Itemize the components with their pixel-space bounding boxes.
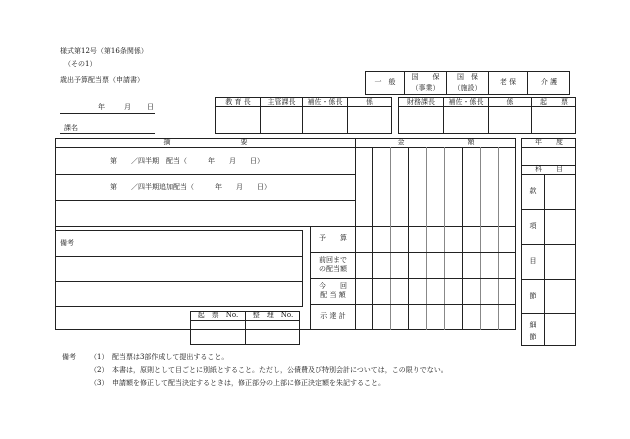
kan-label: 款 <box>529 187 537 195</box>
approval-assistant-left: 補佐・係長 <box>307 98 343 106</box>
arrange-number-label: 整 理 No. <box>252 311 294 319</box>
approval-staff-right: 係 <box>506 98 514 106</box>
total-notification-label: 示 達 計 <box>320 312 346 320</box>
saisetsu-label: 細 節 <box>529 321 537 341</box>
account-nhi-facility[interactable]: 国 保 <box>457 73 478 81</box>
voucher-number-label: 起 票 No. <box>197 311 239 319</box>
form-part: （その1） <box>64 60 97 68</box>
approval-drafter: 起 票 <box>540 98 568 106</box>
date-month: 月 <box>124 103 131 111</box>
form-title: 歳出予算配当票（申請書） <box>60 76 144 84</box>
remarks-label: 備考 <box>60 239 74 247</box>
account-nhi-business-sub: （事業） <box>411 84 440 92</box>
approval-assistant-right: 補佐・係長 <box>448 98 484 106</box>
notes-prefix: 備考 <box>62 353 76 361</box>
account-nhi-business[interactable]: 国 保 <box>411 73 440 81</box>
previous-allocation-label: 前回まで の配当額 <box>319 256 347 273</box>
approval-finance-manager: 財務課長 <box>407 98 435 106</box>
approval-staff-left: 係 <box>366 98 373 106</box>
fiscal-year-label: 年 度 <box>535 138 563 146</box>
form-number: 様式第12号（第16条関係） <box>60 47 148 55</box>
budget-label: 予 算 <box>319 234 347 242</box>
approval-chief-manager: 主管課長 <box>267 98 296 106</box>
note-3: （3） 申請額を修正して配当決定するときは，修正部分の上部に修正決定額を朱記すること。 <box>90 379 385 387</box>
date-day: 日 <box>147 103 154 111</box>
current-allocation-label: 今 回 配 当 額 <box>319 282 347 299</box>
setsu-label: 節 <box>529 292 537 300</box>
note-1: （1） 配当票は3部作成して提出すること。 <box>90 353 229 361</box>
subject-label: 科 目 <box>535 165 563 173</box>
section-label: 課名 <box>64 124 78 132</box>
moku-label: 目 <box>529 257 537 265</box>
amount-header: 金 額 <box>397 138 475 146</box>
kou-label: 項 <box>529 222 537 230</box>
approval-education-head: 教 育 長 <box>225 98 251 106</box>
quarter-allocation-row[interactable]: 第 ／四半期 配当（ 年 月 日） <box>110 157 264 165</box>
date-underline <box>60 113 155 114</box>
quarter-additional-row[interactable]: 第 ／四半期追加配当（ 年 月 日） <box>110 183 271 191</box>
account-care[interactable]: 介 護 <box>540 78 558 86</box>
account-nhi-facility-sub: （施設） <box>453 84 482 92</box>
account-elderly[interactable]: 老 保 <box>499 78 517 86</box>
remarks-box[interactable] <box>55 230 303 307</box>
account-general[interactable]: 一 般 <box>374 78 396 86</box>
summary-header: 摘 要 <box>163 138 248 146</box>
note-2: （2） 本書は，原則として目ごとに別紙とすること。ただし，公債費及び特別会計については，この限りでない。 <box>90 366 448 374</box>
date-year: 年 <box>98 103 105 111</box>
section-underline[interactable] <box>60 133 155 134</box>
